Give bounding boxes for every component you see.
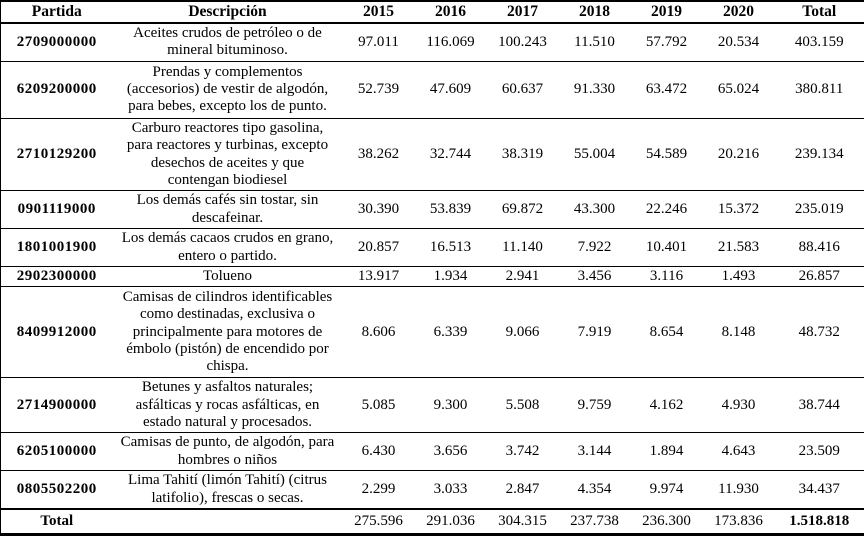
year-value-cell: 11.140 — [487, 229, 559, 267]
year-value-cell: 116.069 — [415, 23, 487, 61]
table-row — [1, 229, 864, 267]
grand-total-cell: 1.518.818 — [775, 509, 864, 534]
year-value-cell: 21.583 — [703, 229, 775, 267]
row-total-cell: 48.732 — [775, 287, 864, 378]
header-2019: 2019 — [631, 1, 703, 23]
year-value-cell: 47.609 — [415, 61, 487, 118]
total-row — [1, 509, 864, 534]
year-value-cell: 15.372 — [703, 191, 775, 229]
partida-cell: 2709000000 — [1, 23, 113, 61]
year-value-cell: 1.894 — [631, 433, 703, 471]
partida-cell: 6205100000 — [1, 433, 113, 471]
year-value-cell: 52.739 — [343, 61, 415, 118]
year-value-cell: 8.606 — [343, 287, 415, 378]
header-2017: 2017 — [487, 1, 559, 23]
row-total-cell: 26.857 — [775, 266, 864, 286]
year-value-cell: 1.493 — [703, 266, 775, 286]
row-total-cell: 380.811 — [775, 61, 864, 118]
table-body — [1, 23, 864, 509]
year-value-cell: 13.917 — [343, 266, 415, 286]
year-value-cell: 10.401 — [631, 229, 703, 267]
year-value-cell: 3.456 — [559, 266, 631, 286]
descripcion-cell: Lima Tahití (limón Tahití) (citrus latifolio), frescas o secas. — [113, 471, 343, 509]
row-total-cell: 23.509 — [775, 433, 864, 471]
row-total-cell: 403.159 — [775, 23, 864, 61]
year-value-cell: 53.839 — [415, 191, 487, 229]
table-row — [1, 118, 864, 191]
year-value-cell: 6.430 — [343, 433, 415, 471]
partida-cell: 2902300000 — [1, 266, 113, 286]
year-value-cell: 16.513 — [415, 229, 487, 267]
row-total-cell: 88.416 — [775, 229, 864, 267]
table-row — [1, 287, 864, 378]
year-value-cell: 2.941 — [487, 266, 559, 286]
year-value-cell: 91.330 — [559, 61, 631, 118]
year-value-cell: 8.654 — [631, 287, 703, 378]
year-value-cell: 2.847 — [487, 471, 559, 509]
table-row — [1, 378, 864, 433]
year-value-cell: 20.534 — [703, 23, 775, 61]
year-value-cell: 100.243 — [487, 23, 559, 61]
descripcion-cell: Carburo reactores tipo gasolina, para reactores y turbinas, excepto desechos de aceites y que contengan biodiesel — [113, 118, 343, 191]
header-2020: 2020 — [703, 1, 775, 23]
partida-cell: 1801001900 — [1, 229, 113, 267]
year-value-cell: 30.390 — [343, 191, 415, 229]
year-value-cell: 65.024 — [703, 61, 775, 118]
descripcion-cell: Prendas y complementos (accesorios) de vestir de algodón, para bebes, excepto los de punto. — [113, 61, 343, 118]
row-total-cell: 38.744 — [775, 378, 864, 433]
year-value-cell: 20.857 — [343, 229, 415, 267]
year-value-cell: 7.919 — [559, 287, 631, 378]
year-value-cell: 6.339 — [415, 287, 487, 378]
year-value-cell: 43.300 — [559, 191, 631, 229]
year-value-cell: 38.262 — [343, 118, 415, 191]
header-descripcion: Descripción — [113, 1, 343, 23]
table-row — [1, 433, 864, 471]
year-value-cell: 11.510 — [559, 23, 631, 61]
total-2020-cell: 173.836 — [703, 509, 775, 534]
total-2019-cell: 236.300 — [631, 509, 703, 534]
year-value-cell: 7.922 — [559, 229, 631, 267]
year-value-cell: 97.011 — [343, 23, 415, 61]
table-row — [1, 471, 864, 509]
table-row — [1, 23, 864, 61]
year-value-cell: 3.144 — [559, 433, 631, 471]
total-2016-cell: 291.036 — [415, 509, 487, 534]
header-2018: 2018 — [559, 1, 631, 23]
table-row — [1, 191, 864, 229]
year-value-cell: 9.300 — [415, 378, 487, 433]
year-value-cell: 55.004 — [559, 118, 631, 191]
year-value-cell: 60.637 — [487, 61, 559, 118]
year-value-cell: 3.656 — [415, 433, 487, 471]
year-value-cell: 3.116 — [631, 266, 703, 286]
year-value-cell: 3.742 — [487, 433, 559, 471]
partida-cell: 2714900000 — [1, 378, 113, 433]
descripcion-cell: Tolueno — [113, 266, 343, 286]
year-value-cell: 4.162 — [631, 378, 703, 433]
year-value-cell: 3.033 — [415, 471, 487, 509]
partida-cell: 2710129200 — [1, 118, 113, 191]
total-2018-cell: 237.738 — [559, 509, 631, 534]
partida-cell: 8409912000 — [1, 287, 113, 378]
descripcion-cell: Los demás cafés sin tostar, sin descafeinar. — [113, 191, 343, 229]
year-value-cell: 4.643 — [703, 433, 775, 471]
header-total: Total — [775, 1, 864, 23]
row-total-cell: 235.019 — [775, 191, 864, 229]
descripcion-cell: Camisas de punto, de algodón, para hombres o niños — [113, 433, 343, 471]
year-value-cell: 57.792 — [631, 23, 703, 61]
partida-cell: 0901119000 — [1, 191, 113, 229]
table-footer — [1, 509, 864, 534]
header-2015: 2015 — [343, 1, 415, 23]
table-header — [1, 1, 864, 23]
year-value-cell: 22.246 — [631, 191, 703, 229]
year-value-cell: 32.744 — [415, 118, 487, 191]
row-total-cell: 34.437 — [775, 471, 864, 509]
year-value-cell: 1.934 — [415, 266, 487, 286]
year-value-cell: 54.589 — [631, 118, 703, 191]
year-value-cell: 5.508 — [487, 378, 559, 433]
total-2015-cell: 275.596 — [343, 509, 415, 534]
year-value-cell: 20.216 — [703, 118, 775, 191]
table-row — [1, 266, 864, 286]
partida-cell: 6209200000 — [1, 61, 113, 118]
descripcion-cell: Betunes y asfaltos naturales; asfálticas y rocas asfálticas, en estado natural y procesados. — [113, 378, 343, 433]
total-row-empty-cell — [113, 509, 343, 534]
header-row — [1, 1, 864, 23]
year-value-cell: 9.974 — [631, 471, 703, 509]
year-value-cell: 63.472 — [631, 61, 703, 118]
total-2017-cell: 304.315 — [487, 509, 559, 534]
total-row-label: Total — [1, 509, 113, 534]
year-value-cell: 11.930 — [703, 471, 775, 509]
year-value-cell: 9.759 — [559, 378, 631, 433]
year-value-cell: 8.148 — [703, 287, 775, 378]
descripcion-cell: Camisas de cilindros identificables como destinadas, exclusiva o principalmente para motores de émbolo (pistón) de encendido por chispa. — [113, 287, 343, 378]
row-total-cell: 239.134 — [775, 118, 864, 191]
header-partida: Partida — [1, 1, 113, 23]
year-value-cell: 2.299 — [343, 471, 415, 509]
descripcion-cell: Aceites crudos de petróleo o de mineral bituminoso. — [113, 23, 343, 61]
year-value-cell: 5.085 — [343, 378, 415, 433]
table-row — [1, 61, 864, 118]
year-value-cell: 4.930 — [703, 378, 775, 433]
year-value-cell: 9.066 — [487, 287, 559, 378]
year-value-cell: 38.319 — [487, 118, 559, 191]
descripcion-cell: Los demás cacaos crudos en grano, entero o partido. — [113, 229, 343, 267]
year-value-cell: 4.354 — [559, 471, 631, 509]
header-2016: 2016 — [415, 1, 487, 23]
partida-cell: 0805502200 — [1, 471, 113, 509]
year-value-cell: 69.872 — [487, 191, 559, 229]
